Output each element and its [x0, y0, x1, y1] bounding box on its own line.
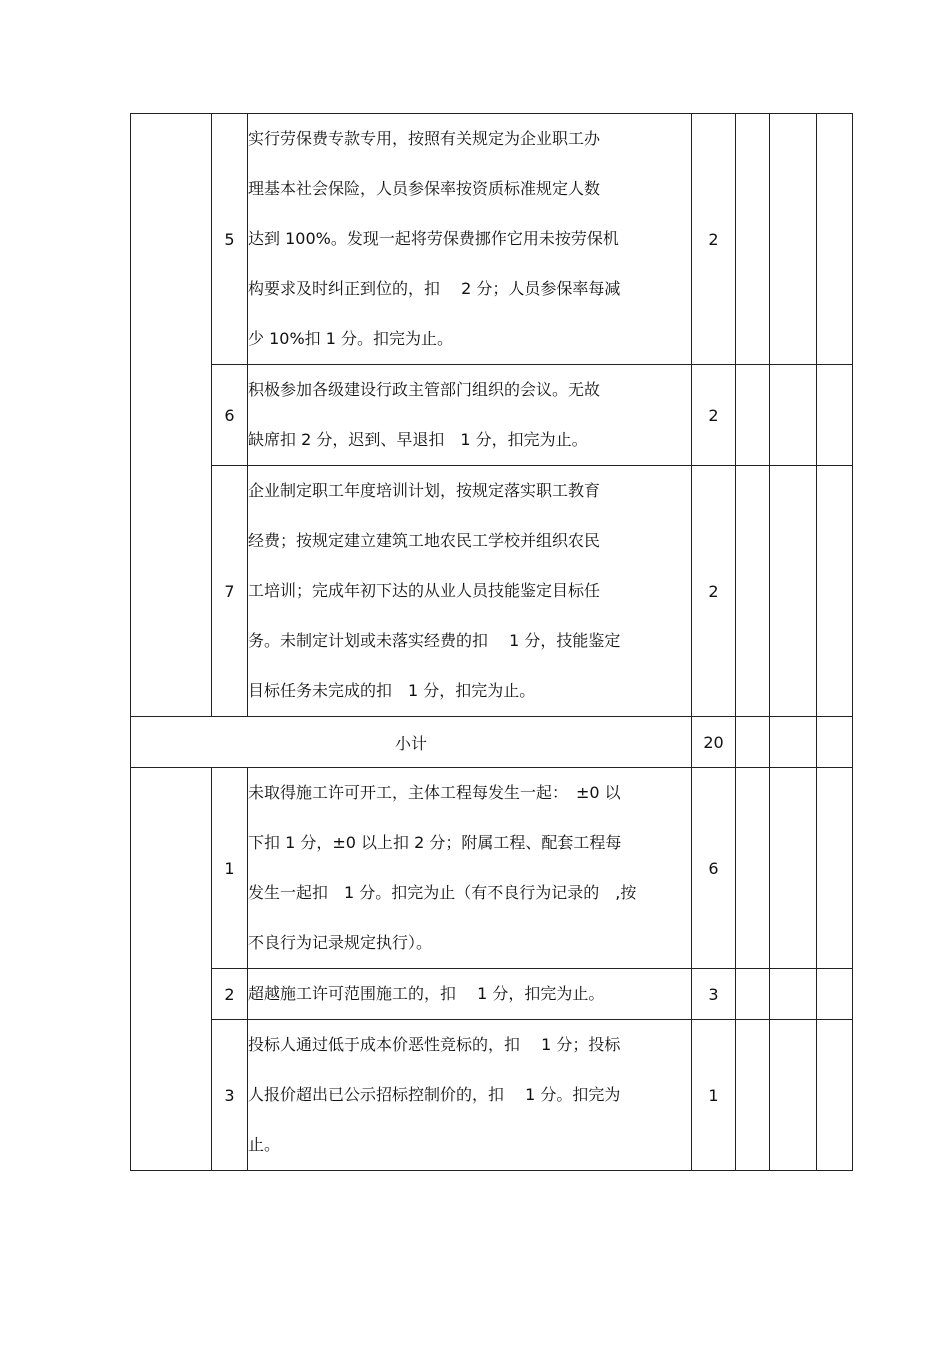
subtotal-value: 20 — [692, 717, 736, 768]
description-line: 缺席扣 2 分，迟到、早退扣 1 分，扣完为止。 — [248, 430, 588, 449]
empty-cell — [817, 1020, 853, 1171]
description-line: 实行劳保费专款专用，按照有关规定为企业职工办 — [248, 129, 601, 148]
item-description — [248, 1020, 692, 1171]
item-description — [248, 466, 692, 717]
item-number: 7 — [212, 466, 248, 717]
table-row — [131, 1020, 853, 1171]
table-row — [131, 466, 853, 717]
empty-cell — [736, 1020, 770, 1171]
category-cell — [131, 114, 212, 717]
empty-cell — [770, 114, 817, 365]
item-score: 3 — [692, 969, 736, 1020]
empty-cell — [817, 768, 853, 969]
item-number: 2 — [212, 969, 248, 1020]
empty-cell — [736, 365, 770, 466]
description-line: 止。 — [248, 1135, 281, 1154]
description-line: 超越施工许可范围施工的，扣 1 分，扣完为止。 — [248, 984, 605, 1003]
description-line: 发生一起扣 1 分。扣完为止（有不良行为记录的 ,按 — [248, 883, 637, 902]
description-line: 目标任务未完成的扣 1 分，扣完为止。 — [248, 681, 536, 700]
table-row — [131, 114, 853, 365]
description-line: 构要求及时纠正到位的，扣 2 分；人员参保率每减 — [248, 279, 621, 298]
empty-cell — [736, 114, 770, 365]
empty-cell — [817, 114, 853, 365]
category-cell — [131, 768, 212, 1171]
description-line: 少 10%扣 1 分。扣完为止。 — [248, 329, 454, 348]
item-score: 1 — [692, 1020, 736, 1171]
empty-cell — [770, 969, 817, 1020]
empty-cell — [770, 768, 817, 969]
item-description — [248, 365, 692, 466]
empty-cell — [817, 365, 853, 466]
item-number: 1 — [212, 768, 248, 969]
description-line: 工培训；完成年初下达的从业人员技能鉴定目标任 — [248, 581, 601, 600]
description-line: 不良行为记录规定执行）。 — [248, 933, 433, 952]
empty-cell — [736, 717, 770, 768]
item-score: 2 — [692, 365, 736, 466]
empty-cell — [770, 365, 817, 466]
empty-cell — [817, 466, 853, 717]
empty-cell — [817, 969, 853, 1020]
description-line: 积极参加各级建设行政主管部门组织的会议。无故 — [248, 380, 601, 399]
empty-cell — [736, 768, 770, 969]
item-score: 2 — [692, 114, 736, 365]
description-line: 人报价超出已公示招标控制价的，扣 1 分。扣完为 — [248, 1085, 621, 1104]
description-line: 达到 100%。发现一起将劳保费挪作它用未按劳保机 — [248, 229, 619, 248]
empty-cell — [770, 717, 817, 768]
item-description — [248, 768, 692, 969]
description-line: 未取得施工许可开工，主体工程每发生一起： ±0 以 — [248, 783, 621, 802]
subtotal-row — [131, 717, 853, 768]
item-number: 5 — [212, 114, 248, 365]
description-line: 下扣 1 分，±0 以上扣 2 分；附属工程、配套工程每 — [248, 833, 622, 852]
description-line: 理基本社会保险，人员参保率按资质标准规定人数 — [248, 179, 601, 198]
item-score: 6 — [692, 768, 736, 969]
item-score: 2 — [692, 466, 736, 717]
description-line: 企业制定职工年度培训计划，按规定落实职工教育 — [248, 481, 601, 500]
empty-cell — [736, 466, 770, 717]
table-row — [131, 969, 853, 1020]
description-line: 投标人通过低于成本价恶性竞标的，扣 1 分；投标 — [248, 1035, 621, 1054]
empty-cell — [770, 1020, 817, 1171]
item-description — [248, 114, 692, 365]
item-description — [248, 969, 692, 1020]
description-line: 务。未制定计划或未落实经费的扣 1 分，技能鉴定 — [248, 631, 621, 650]
item-number: 3 — [212, 1020, 248, 1171]
scoring-table — [130, 113, 853, 1171]
description-line: 经费；按规定建立建筑工地农民工学校并组织农民 — [248, 531, 601, 550]
table-row — [131, 768, 853, 969]
empty-cell — [770, 466, 817, 717]
empty-cell — [736, 969, 770, 1020]
subtotal-label: 小计 — [131, 717, 692, 768]
table-row — [131, 365, 853, 466]
empty-cell — [817, 717, 853, 768]
item-number: 6 — [212, 365, 248, 466]
